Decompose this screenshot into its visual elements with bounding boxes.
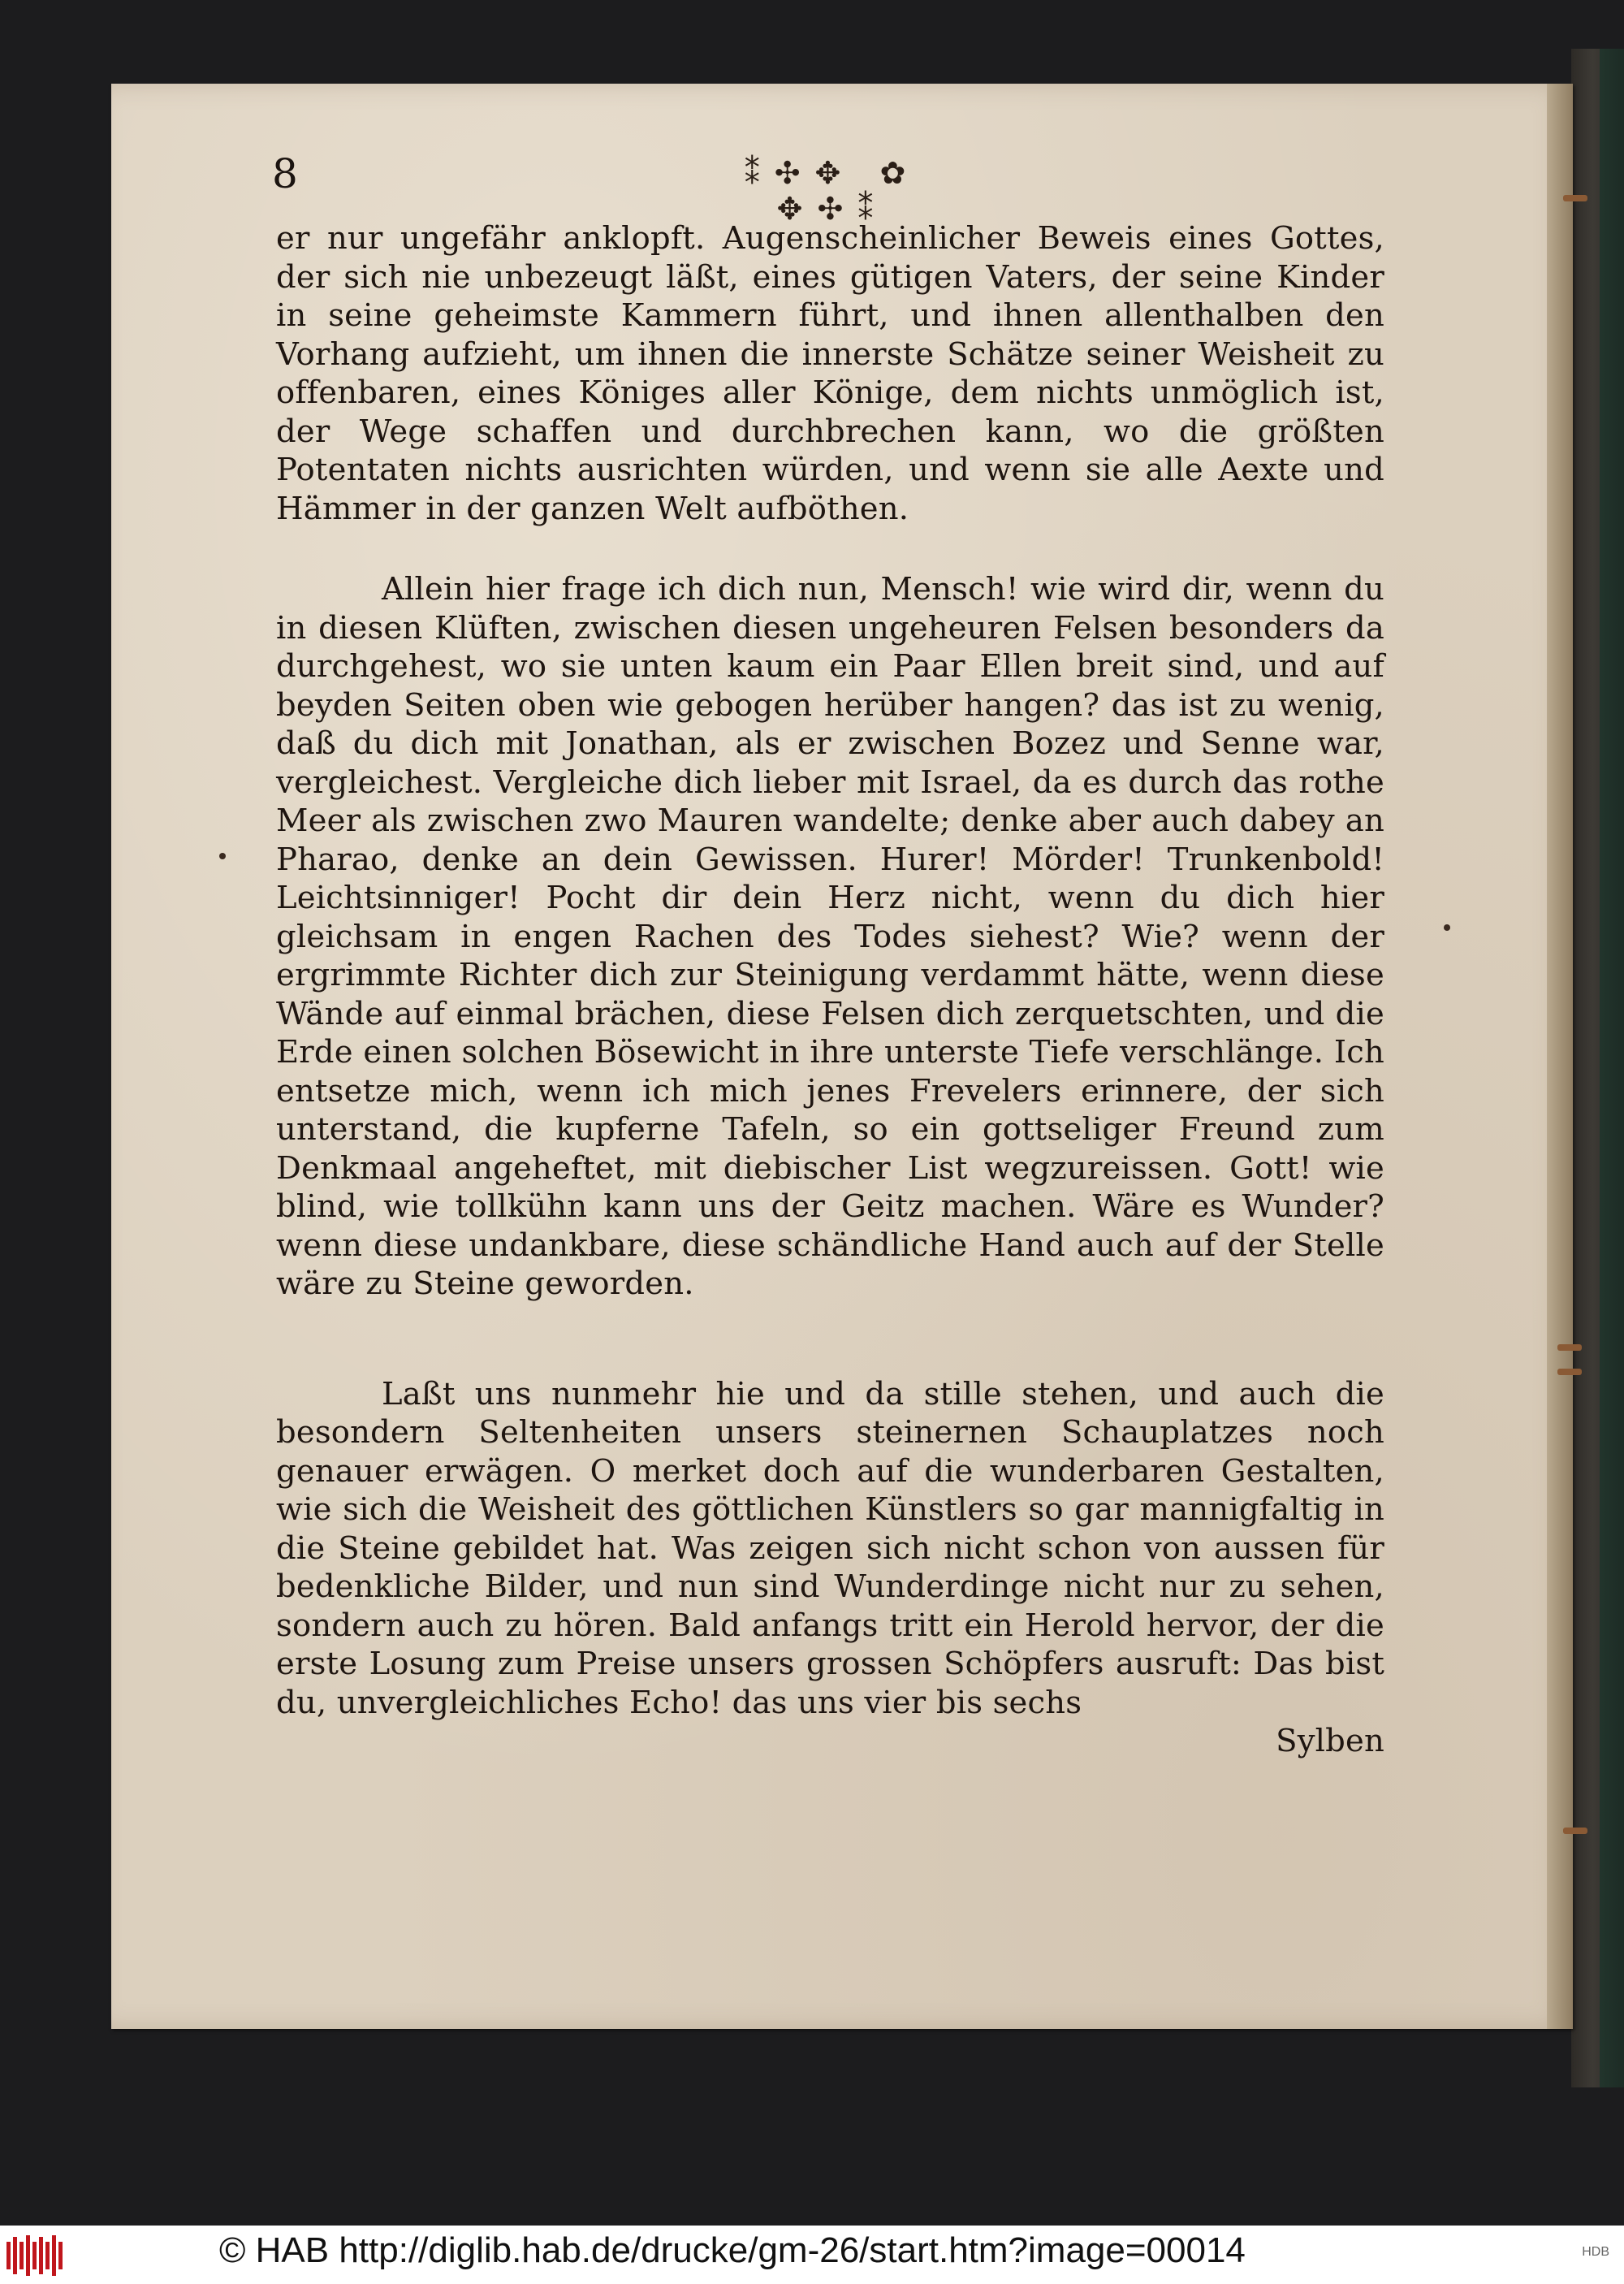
copyright-url[interactable]: © HAB http://diglib.hab.de/drucke/gm-26/start.htm?image=00014	[219, 2230, 1246, 2270]
body-text	[276, 219, 1384, 1761]
page-edge	[1547, 84, 1573, 2029]
book-cover-edge	[1571, 49, 1624, 2087]
header-ornament-icon: ⁑✣✥ ✿ ✥✣⁑	[744, 155, 921, 227]
footer-bar	[0, 2226, 1624, 2284]
edge-mark	[1563, 1828, 1587, 1834]
edge-mark	[1557, 1344, 1582, 1351]
paragraph-1: er nur ungefähr anklopft. Augenscheinlicher Beweis eines Gottes, der sich nie unbezeugt läßt, eines gütigen Vaters, der seine Kinder in seine geheimste Kammern führt, und ihnen allenthalben den Vorhang aufzieht, um ihnen die innerste Schätze seiner Weisheit zu offenbaren, eines Königes aller Könige, dem nichts unmöglich ist, der Wege schaffen und durchbrechen kann, wo die größten Potentaten nichts ausrichten würden, und wenn sie alle Aexte und Hämmer in der ganzen Welt aufböthen.	[276, 220, 1384, 527]
marginal-mark	[219, 853, 226, 859]
paragraph-3: Laßt uns nunmehr hie und da stille stehen, und auch die besondern Seltenheiten unsers steinernen Schauplatzes noch genauer erwägen. O merket doch auf die wunderbaren Gestalten, wie sich die Weisheit des göttlichen Künstlers so gar mannigfaltig in die Steine gebildet hat. Was zeigen sich nicht schon von aussen für bedenkliche Bilder, und nun sind Wunderdinge nicht nur zu sehen, sondern auch zu hören. Bald anfangs tritt ein Herold hervor, der die erste Losung zum Preise unsers grossen Schöpfers ausruft: Das bist du, unvergleichliches Echo! das uns vier bis sechs	[276, 1375, 1384, 1721]
page-number: 8	[272, 150, 298, 197]
hab-logo-icon	[5, 2234, 67, 2278]
marginal-mark	[1444, 924, 1450, 931]
cover-cloth	[1600, 49, 1624, 2087]
paragraph-2: Allein hier frage ich dich nun, Mensch! wie wird dir, wenn du in diesen Klüften, zwischen diesen ungeheuren Felsen besonders da durchgehest, wo sie unten kaum ein Paar Ellen breit sind, und auf beyden Seiten oben wie gebogen herüber hangen? das ist zu wenig, daß du dich mit Jonathan, als er zwischen Bozez und Senne war, vergleichest. Vergleiche dich lieber mit Israel, da es durch das rothe Meer als zwischen zwo Mauren wandelte; denke aber auch dabey an Pharao, denke an dein Gewissen. Hurer! Mörder! Trunkenbold! Leichtsinniger! Pocht dir dein Herz nicht, wenn du dich hier gleichsam in engen Rachen des Todes siehest? Wie? wenn der ergrimmte Richter dich zur Steinigung verdammt hätte, wenn diese Wände auf einmal brächen, diese Felsen dich zerquetschten, und die Erde einen solchen Bösewicht in ihre unterste Tiefe verschlänge. Ich entsetze mich, wenn ich mich jenes Frevelers erinnere, der sich unterstand, die kupferne Tafeln, so ein gottseliger Freund zum Denkmaal angeheftet, mit diebischer List wegzureissen. Gott! wie blind, wie tollkühn kann uns der Geitz machen. Wäre es Wunder? wenn diese undankbare, diese schändliche Hand auch auf der Stelle wäre zu Steine geworden.	[276, 571, 1384, 1302]
catchword: Sylben	[1276, 1723, 1384, 1759]
footer-mark: HDB	[1582, 2245, 1609, 2259]
edge-mark	[1563, 195, 1587, 201]
edge-mark	[1557, 1369, 1582, 1375]
page-header	[272, 150, 1384, 227]
